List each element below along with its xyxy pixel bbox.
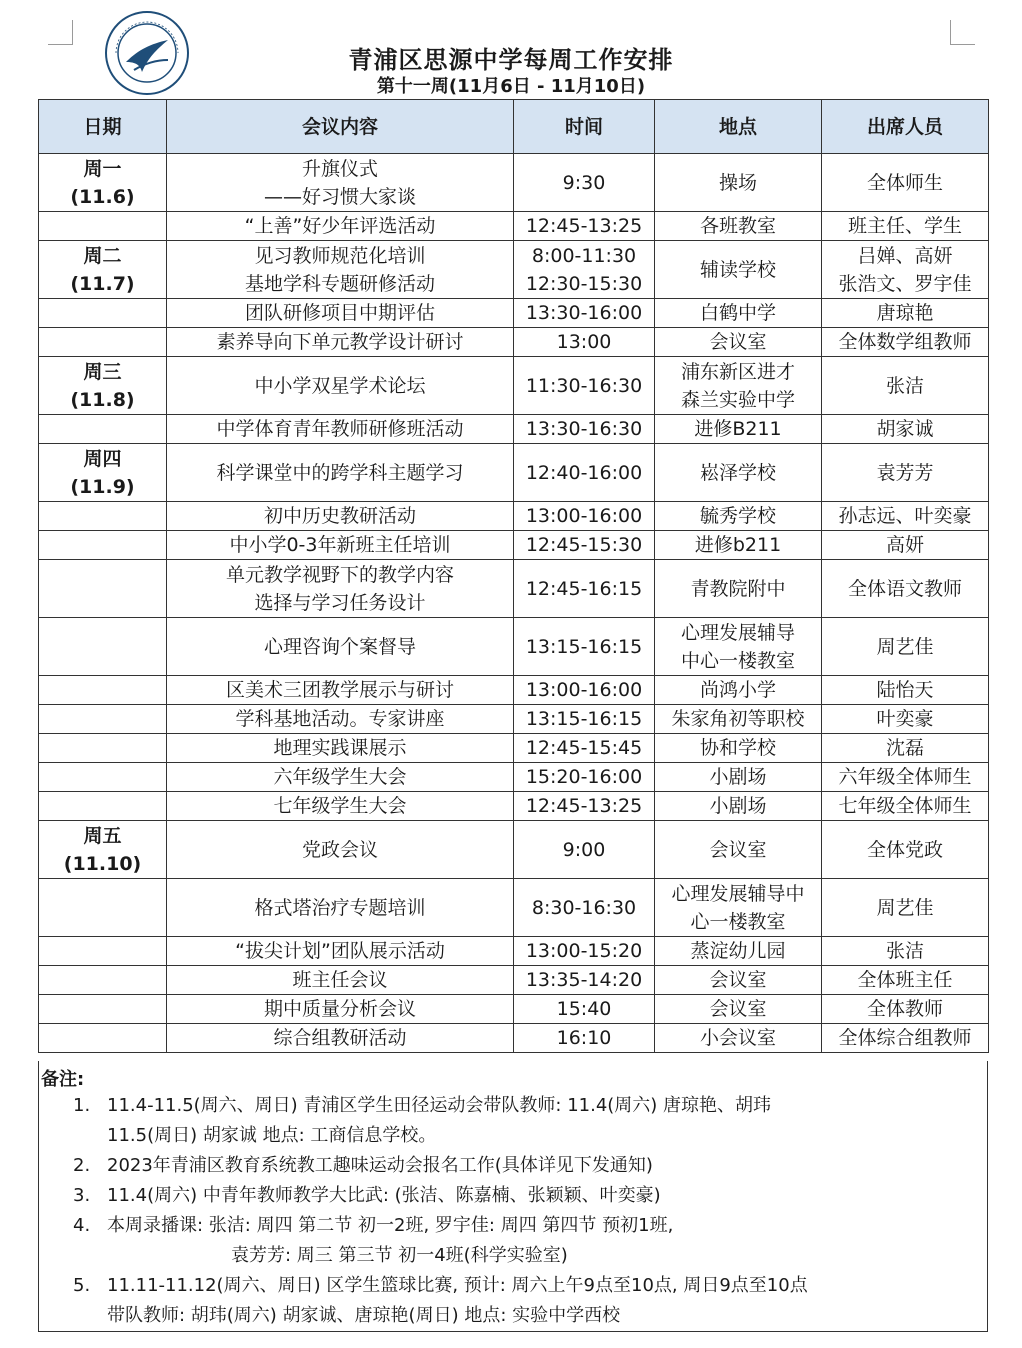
- content-cell: [167, 444, 514, 502]
- content-cell-line: 科学课堂中的跨学科主题学习: [216, 461, 464, 484]
- content-cell-line: 基地学科专题研修活动: [244, 272, 435, 295]
- time-cell-line: 12:45-15:45: [525, 737, 643, 759]
- place-cell: [655, 676, 822, 705]
- attendees-cell-line: 六年级全体师生: [838, 766, 972, 788]
- date-cell: [39, 966, 167, 995]
- time-cell: [514, 415, 655, 444]
- content-cell-line: 见习教师规范化培训: [254, 244, 426, 267]
- place-cell-line: 会议室: [709, 838, 767, 861]
- table-row: [39, 763, 989, 792]
- attendees-cell-line: 全体班主任: [857, 969, 953, 991]
- time-cell-line: 12:45-13:25: [525, 215, 643, 237]
- time-cell: [514, 618, 655, 676]
- time-cell: [514, 937, 655, 966]
- attendees-cell-line: 唐琼艳: [876, 302, 934, 324]
- time-cell: [514, 821, 655, 879]
- content-cell: [167, 966, 514, 995]
- attendees-cell-line: 周艺佳: [876, 896, 934, 919]
- attendees-cell: [822, 676, 989, 705]
- place-cell: [655, 618, 822, 676]
- attendees-cell: [822, 444, 989, 502]
- attendees-cell-line: 陆怡天: [876, 679, 934, 701]
- time-cell-line: 13:15-16:15: [525, 708, 643, 730]
- content-cell-line: 中小学双星学术论坛: [254, 374, 426, 397]
- note-text: 11.4(周六) 中青年教师教学大比武: (张洁、陈嘉楠、张颖颖、叶奕豪): [107, 1185, 661, 1206]
- place-cell-line: 进修b211: [694, 534, 782, 556]
- attendees-cell: [822, 328, 989, 357]
- place-cell-line: 心理发展辅导中: [671, 882, 805, 905]
- time-cell-line: 8:30-16:30: [531, 896, 637, 919]
- time-cell: [514, 560, 655, 618]
- place-cell: [655, 1024, 822, 1053]
- attendees-cell-line: 周艺佳: [876, 635, 934, 658]
- date-cell: [39, 154, 167, 212]
- content-cell: [167, 154, 514, 212]
- time-cell: [514, 328, 655, 357]
- attendees-cell-line: 全体语文教师: [847, 577, 962, 600]
- place-cell-line: 辅读学校: [699, 258, 776, 281]
- place-cell-line: 小剧场: [709, 795, 767, 817]
- place-cell: [655, 502, 822, 531]
- date-cell: [39, 328, 167, 357]
- content-cell: [167, 415, 514, 444]
- date-cell: [39, 502, 167, 531]
- column-header: 时间: [514, 100, 655, 154]
- place-cell-line: 会议室: [709, 969, 767, 991]
- date-cell: [39, 995, 167, 1024]
- content-cell-line: 团队研修项目中期评估: [244, 302, 435, 324]
- content-cell-line: 素养导向下单元教学设计研讨: [216, 331, 464, 353]
- date-cell: [39, 879, 167, 937]
- date-cell-line: 周五: [83, 824, 122, 847]
- attendees-cell: [822, 502, 989, 531]
- time-cell: [514, 241, 655, 299]
- content-cell-line: 升旗仪式: [301, 157, 378, 180]
- date-cell: [39, 1024, 167, 1053]
- table-row: [39, 328, 989, 357]
- content-cell-line: 期中质量分析会议: [263, 998, 416, 1020]
- place-cell: [655, 763, 822, 792]
- time-cell: [514, 995, 655, 1024]
- content-cell: [167, 705, 514, 734]
- place-cell-line: 崧泽学校: [699, 461, 776, 484]
- note-number: 3.: [73, 1185, 91, 1206]
- date-cell: [39, 560, 167, 618]
- note-item: [73, 1181, 661, 1211]
- place-cell: [655, 966, 822, 995]
- content-cell: [167, 879, 514, 937]
- content-cell-line: 初中历史教研活动: [263, 505, 416, 527]
- place-cell-line: 操场: [718, 171, 757, 194]
- note-text: 袁芳芳: 周三 第三节 初一4班(科学实验室): [231, 1245, 568, 1266]
- note-item: [73, 1271, 808, 1331]
- date-cell-line: 周一: [83, 157, 122, 180]
- place-cell-line: 青教院附中: [690, 577, 786, 600]
- time-cell: [514, 763, 655, 792]
- attendees-cell: [822, 1024, 989, 1053]
- content-cell: [167, 299, 514, 328]
- attendees-cell: [822, 995, 989, 1024]
- date-cell: [39, 676, 167, 705]
- note-item: [73, 1091, 771, 1151]
- date-cell: [39, 357, 167, 415]
- date-cell-line: 周四: [83, 447, 122, 470]
- note-item: [73, 1151, 653, 1181]
- attendees-cell-line: 孙志远、叶奕豪: [838, 505, 972, 527]
- note-number: 5.: [73, 1275, 91, 1296]
- attendees-cell: [822, 299, 989, 328]
- attendees-cell-line: 张洁: [885, 374, 924, 397]
- attendees-cell-line: 全体综合组教师: [838, 1027, 972, 1049]
- attendees-cell-line: 全体党政: [866, 838, 943, 861]
- attendees-cell-line: 七年级全体师生: [838, 795, 972, 817]
- date-cell: [39, 763, 167, 792]
- content-cell: [167, 531, 514, 560]
- table-row: [39, 444, 989, 502]
- time-cell-line: 9:00: [562, 838, 606, 861]
- attendees-cell-line: 袁芳芳: [876, 461, 934, 484]
- content-cell: [167, 618, 514, 676]
- attendees-cell: [822, 154, 989, 212]
- attendees-cell: [822, 763, 989, 792]
- content-cell: [167, 1024, 514, 1053]
- content-cell-line: “上善”好少年评选活动: [244, 215, 436, 237]
- time-cell: [514, 966, 655, 995]
- time-cell: [514, 444, 655, 502]
- place-cell-line: 会议室: [709, 998, 767, 1020]
- date-cell: [39, 792, 167, 821]
- attendees-cell-line: 张洁: [885, 940, 924, 962]
- table-row: [39, 676, 989, 705]
- column-header: 日期: [39, 100, 167, 154]
- time-cell-line: 12:40-16:00: [525, 461, 643, 484]
- time-cell-line: 13:00: [556, 331, 612, 353]
- attendees-cell: [822, 705, 989, 734]
- place-cell: [655, 937, 822, 966]
- table-row: [39, 357, 989, 415]
- content-cell: [167, 734, 514, 763]
- place-cell-line: 协和学校: [699, 737, 776, 759]
- time-cell: [514, 154, 655, 212]
- attendees-cell: [822, 212, 989, 241]
- note-text: 11.5(周日) 胡家诚 地点: 工商信息学校。: [107, 1125, 437, 1146]
- table-row: [39, 154, 989, 212]
- content-cell-line: 单元教学视野下的教学内容: [225, 563, 454, 586]
- attendees-cell-line: 高妍: [885, 534, 924, 556]
- content-cell: [167, 763, 514, 792]
- page-title: 青浦区思源中学每周工作安排: [348, 46, 674, 74]
- attendees-cell: [822, 241, 989, 299]
- time-cell: [514, 299, 655, 328]
- note-number: 1.: [73, 1095, 91, 1116]
- time-cell-line: 13:00-16:00: [525, 679, 643, 701]
- table-row: [39, 241, 989, 299]
- table-row: [39, 415, 989, 444]
- attendees-cell: [822, 618, 989, 676]
- date-cell-line: (11.10): [63, 852, 142, 875]
- content-cell-line: 中学体育青年教师研修班活动: [216, 418, 464, 440]
- date-cell: [39, 618, 167, 676]
- place-cell: [655, 879, 822, 937]
- content-cell-line: “拔尖计划”团队展示活动: [235, 940, 445, 962]
- attendees-cell: [822, 966, 989, 995]
- place-cell-line: 进修B211: [694, 418, 782, 440]
- content-cell-line: 选择与学习任务设计: [254, 591, 426, 614]
- attendees-cell: [822, 531, 989, 560]
- attendees-cell: [822, 821, 989, 879]
- content-cell-line: 六年级学生大会: [273, 766, 407, 788]
- table-row: [39, 792, 989, 821]
- time-cell-line: 8:00-11:30: [531, 244, 637, 267]
- time-cell: [514, 531, 655, 560]
- note-text: 11.11-11.12(周六、周日) 区学生篮球比赛, 预计: 周六上午9点至10点, 周日9点至10点: [107, 1275, 808, 1296]
- date-cell-line: 周二: [83, 244, 122, 267]
- date-cell: [39, 444, 167, 502]
- attendees-cell: [822, 879, 989, 937]
- note-text: 带队教师: 胡玮(周六) 胡家诚、唐琼艳(周日) 地点: 实验中学西校: [107, 1305, 621, 1326]
- table-row: [39, 502, 989, 531]
- date-cell: [39, 415, 167, 444]
- table-row: [39, 212, 989, 241]
- attendees-cell-line: 全体数学组教师: [838, 331, 972, 353]
- table-row: [39, 995, 989, 1024]
- time-cell-line: 15:40: [556, 998, 612, 1020]
- date-cell-line: (11.9): [70, 475, 135, 498]
- table-row: [39, 879, 989, 937]
- time-cell: [514, 792, 655, 821]
- column-header: 地点: [655, 100, 822, 154]
- time-cell-line: 13:00-15:20: [525, 940, 643, 962]
- place-cell: [655, 212, 822, 241]
- content-cell-line: 七年级学生大会: [273, 795, 407, 817]
- time-cell: [514, 705, 655, 734]
- time-cell-line: 11:30-16:30: [525, 374, 643, 397]
- date-cell-line: (11.7): [70, 272, 135, 295]
- place-cell: [655, 792, 822, 821]
- place-cell: [655, 821, 822, 879]
- time-cell-line: 12:30-15:30: [525, 272, 643, 295]
- date-cell: [39, 821, 167, 879]
- attendees-cell: [822, 560, 989, 618]
- notes-box: [38, 1061, 988, 1332]
- time-cell-line: 16:10: [556, 1027, 612, 1049]
- content-cell: [167, 937, 514, 966]
- place-cell-line: 心一楼教室: [690, 910, 786, 933]
- column-header: 会议内容: [167, 100, 514, 154]
- place-cell: [655, 241, 822, 299]
- content-cell-line: 班主任会议: [292, 969, 388, 991]
- attendees-cell: [822, 937, 989, 966]
- time-cell-line: 12:45-13:25: [525, 795, 643, 817]
- note-text: 2023年青浦区教育系统教工趣味运动会报名工作(具体详见下发通知): [107, 1155, 653, 1176]
- content-cell-line: ——好习惯大家谈: [263, 185, 416, 208]
- note-text: 11.4-11.5(周六、周日) 青浦区学生田径运动会带队教师: 11.4(周六) 唐琼艳、胡玮: [107, 1095, 772, 1116]
- attendees-cell-line: 全体师生: [866, 171, 943, 194]
- page-subtitle: 第十一周(11月6日 - 11月10日): [376, 76, 646, 97]
- place-cell-line: 心理发展辅导: [680, 621, 795, 644]
- table-row: [39, 1024, 989, 1053]
- content-cell: [167, 792, 514, 821]
- place-cell-line: 中心一楼教室: [680, 649, 795, 672]
- place-cell: [655, 444, 822, 502]
- table-row: [39, 560, 989, 618]
- time-cell-line: 13:30-16:00: [525, 302, 643, 324]
- date-cell: [39, 299, 167, 328]
- place-cell-line: 浦东新区进才: [680, 360, 795, 383]
- content-cell-line: 区美术三团教学展示与研讨: [225, 679, 454, 701]
- date-cell-line: (11.6): [70, 185, 135, 208]
- time-cell-line: 13:30-16:30: [525, 418, 643, 440]
- time-cell: [514, 212, 655, 241]
- place-cell-line: 朱家角初等职校: [671, 708, 805, 730]
- attendees-cell: [822, 792, 989, 821]
- place-cell-line: 白鹤中学: [699, 302, 776, 324]
- date-cell: [39, 734, 167, 763]
- time-cell-line: 12:45-16:15: [525, 577, 643, 600]
- date-cell: [39, 937, 167, 966]
- date-cell: [39, 212, 167, 241]
- place-cell-line: 蒸淀幼儿园: [690, 940, 786, 962]
- table-row: [39, 937, 989, 966]
- place-cell-line: 森兰实验中学: [680, 388, 795, 411]
- place-cell: [655, 734, 822, 763]
- content-cell: [167, 995, 514, 1024]
- place-cell: [655, 299, 822, 328]
- note-number: 2.: [73, 1155, 91, 1176]
- time-cell-line: 13:15-16:15: [525, 635, 643, 658]
- date-cell: [39, 531, 167, 560]
- note-number: 4.: [73, 1215, 91, 1236]
- date-cell-line: 周三: [83, 360, 122, 383]
- table-row: [39, 531, 989, 560]
- note-item: [73, 1211, 673, 1271]
- place-cell: [655, 154, 822, 212]
- place-cell: [655, 560, 822, 618]
- attendees-cell-line: 张浩文、罗宇佳: [838, 272, 972, 295]
- table-row: [39, 705, 989, 734]
- attendees-cell-line: 全体教师: [866, 998, 943, 1020]
- content-cell-line: 地理实践课展示: [273, 737, 407, 759]
- place-cell: [655, 357, 822, 415]
- place-cell-line: 毓秀学校: [699, 505, 776, 527]
- table-row: [39, 821, 989, 879]
- table-row: [39, 299, 989, 328]
- table-row: [39, 966, 989, 995]
- note-text: 本周录播课: 张洁: 周四 第二节 初一2班, 罗宇佳: 周四 第四节 预初1班,: [107, 1215, 674, 1236]
- time-cell: [514, 879, 655, 937]
- attendees-cell-line: 吕婵、高妍: [857, 244, 953, 267]
- place-cell: [655, 531, 822, 560]
- table-row: [39, 734, 989, 763]
- place-cell-line: 各班教室: [699, 215, 776, 237]
- content-cell-line: 中小学0-3年新班主任培训: [229, 534, 451, 556]
- place-cell-line: 小会议室: [699, 1027, 776, 1049]
- place-cell-line: 尚鸿小学: [699, 679, 776, 701]
- content-cell: [167, 357, 514, 415]
- content-cell: [167, 676, 514, 705]
- column-header: 出席人员: [822, 100, 989, 154]
- place-cell-line: 小剧场: [709, 766, 767, 788]
- attendees-cell: [822, 415, 989, 444]
- content-cell: [167, 502, 514, 531]
- content-cell: [167, 212, 514, 241]
- date-cell-line: (11.8): [70, 388, 135, 411]
- attendees-cell: [822, 357, 989, 415]
- place-cell: [655, 328, 822, 357]
- time-cell: [514, 502, 655, 531]
- time-cell-line: 15:20-16:00: [525, 766, 643, 788]
- content-cell-line: 党政会议: [301, 838, 378, 861]
- content-cell: [167, 560, 514, 618]
- attendees-cell-line: 叶奕豪: [876, 708, 934, 730]
- time-cell-line: 12:45-15:30: [525, 534, 643, 556]
- attendees-cell-line: 班主任、学生: [847, 215, 962, 237]
- time-cell-line: 13:35-14:20: [525, 969, 643, 991]
- date-cell: [39, 241, 167, 299]
- schedule-table: [38, 99, 989, 1053]
- place-cell: [655, 415, 822, 444]
- content-cell: [167, 241, 514, 299]
- table-row: [39, 618, 989, 676]
- time-cell-line: 9:30: [562, 171, 606, 194]
- schedule-body: [39, 154, 989, 1053]
- notes-title: 备注:: [41, 1069, 85, 1090]
- content-cell-line: 格式塔治疗专题培训: [254, 896, 426, 919]
- place-cell: [655, 705, 822, 734]
- time-cell: [514, 1024, 655, 1053]
- table-header-row: [39, 100, 989, 154]
- content-cell-line: 学科基地活动。专家讲座: [235, 708, 445, 730]
- place-cell-line: 会议室: [709, 331, 767, 353]
- date-cell: [39, 705, 167, 734]
- place-cell: [655, 995, 822, 1024]
- content-cell-line: 心理咨询个案督导: [263, 635, 416, 658]
- time-cell: [514, 734, 655, 763]
- attendees-cell-line: 沈磊: [885, 737, 924, 759]
- content-cell: [167, 821, 514, 879]
- attendees-cell-line: 胡家诚: [876, 418, 934, 440]
- time-cell-line: 13:00-16:00: [525, 505, 643, 527]
- time-cell: [514, 676, 655, 705]
- content-cell: [167, 328, 514, 357]
- content-cell-line: 综合组教研活动: [273, 1027, 407, 1049]
- attendees-cell: [822, 734, 989, 763]
- time-cell: [514, 357, 655, 415]
